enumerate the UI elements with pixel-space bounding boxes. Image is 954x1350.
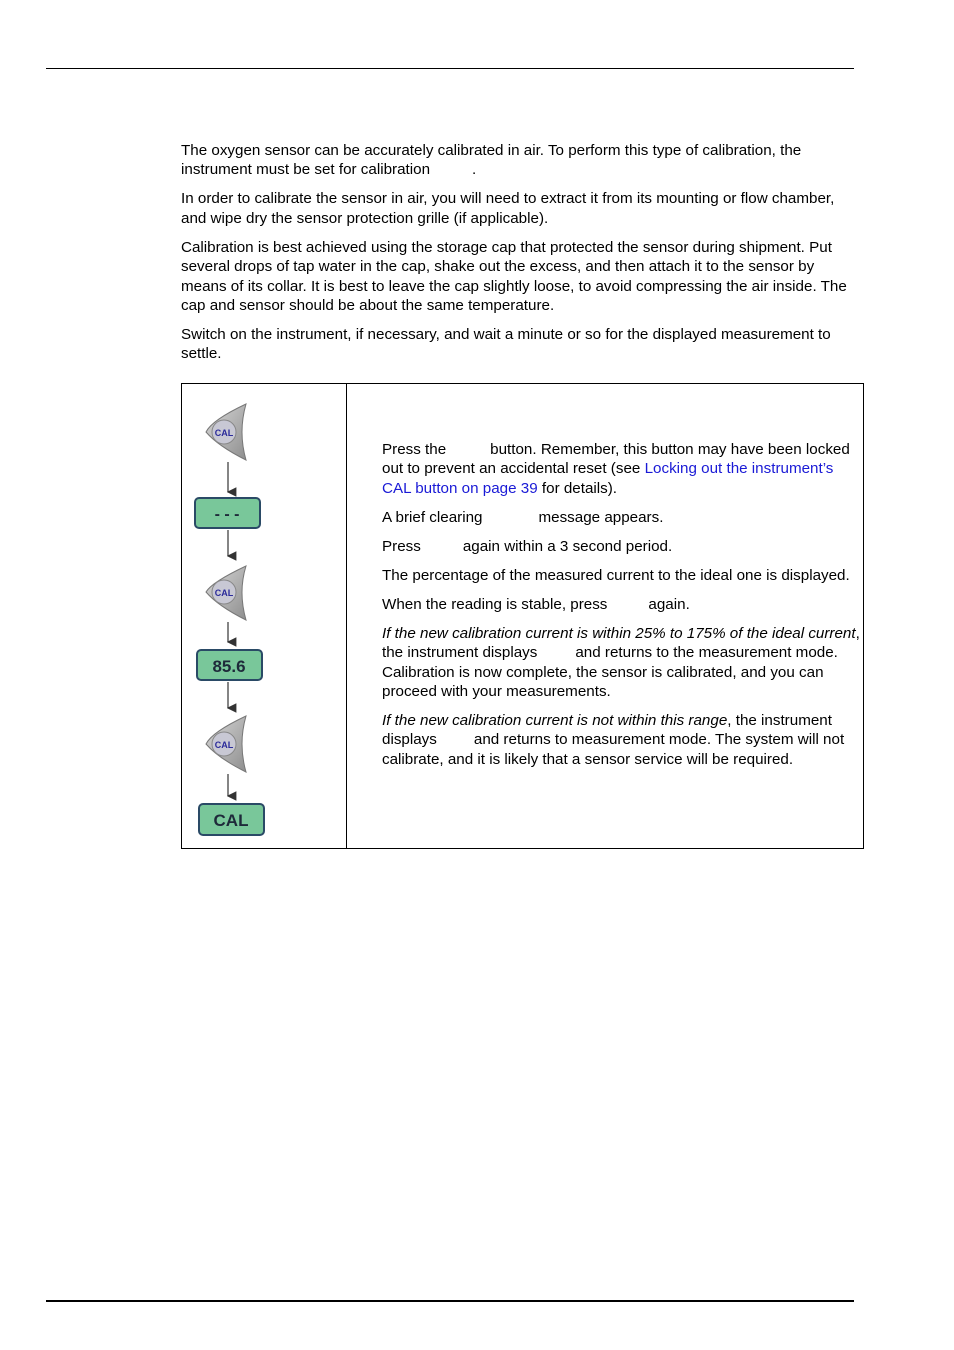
step-percentage-displayed: The percentage of the measured current to the ideal one is displayed. bbox=[382, 566, 850, 584]
procedure-steps bbox=[382, 440, 860, 779]
intro-paragraph-3: Calibration is best achieved using the storage cap that protected the sensor during shipment. Put several drops of tap water in the cap, shake out the excess, and then attach it to the sensor by means of its collar. It is best to leave the cap slightly loose, to avoid compressing the air inside. The cap and sensor should be about the same temperature. bbox=[181, 238, 847, 315]
table-column-divider bbox=[346, 384, 347, 848]
step-press-cal: Press the button. Remember, this button may have been locked out to prevent an accidental reset (see Locking out the instrument’s CAL button on page 39 for details). bbox=[382, 441, 850, 497]
display-clearing bbox=[195, 498, 260, 528]
intro-text bbox=[181, 141, 861, 373]
cal-button-icon bbox=[206, 566, 246, 620]
intro-paragraph-2: In order to calibrate the sensor in air, you will need to extract it from its mounting or flow chamber, and wipe dry the sensor protection grille (if applicable). bbox=[181, 190, 835, 227]
footer-rule bbox=[46, 1300, 854, 1302]
svg-text:CAL: CAL bbox=[214, 428, 234, 438]
step-success-result: If the new calibration current is within 25% to 175% of the ideal current, the instrument displays and returns to the measurement mode. Calibration is now complete, the sensor is calibrated, and you can proceed with your measurements. bbox=[382, 624, 860, 701]
step-clearing-message: A brief clearing message appears. bbox=[382, 508, 664, 526]
svg-text:CAL: CAL bbox=[214, 740, 234, 750]
svg-text:85.6: 85.6 bbox=[212, 657, 246, 676]
locking-out-link[interactable]: Locking out the instrument’s CAL button on page 39 bbox=[382, 460, 834, 497]
display-cal bbox=[199, 804, 264, 835]
cal-button-icon bbox=[206, 716, 246, 772]
step-reading-stable: When the reading is stable, press again. bbox=[382, 595, 690, 613]
svg-text:CAL: CAL bbox=[213, 811, 249, 830]
calibration-procedure-table bbox=[181, 383, 864, 849]
svg-text:CAL: CAL bbox=[214, 588, 234, 598]
display-reading bbox=[197, 650, 262, 680]
step-failure-result: If the new calibration current is not within this range, the instrument displays and returns to measurement mode. The system will not calibrate, and it is likely that a sensor service will be required. bbox=[382, 712, 845, 768]
header-rule bbox=[46, 68, 854, 69]
intro-paragraph-4: Switch on the instrument, if necessary, and wait a minute or so for the displayed measurement to settle. bbox=[181, 326, 831, 363]
intro-paragraph-1: The oxygen sensor can be accurately calibrated in air. To perform this type of calibration, the instrument must be set for calibration . bbox=[181, 142, 802, 179]
procedure-diagram bbox=[182, 384, 346, 848]
step-press-again: Press again within a 3 second period. bbox=[382, 537, 673, 555]
cal-button-icon bbox=[206, 404, 246, 460]
svg-text:- - -: - - - bbox=[214, 506, 240, 523]
